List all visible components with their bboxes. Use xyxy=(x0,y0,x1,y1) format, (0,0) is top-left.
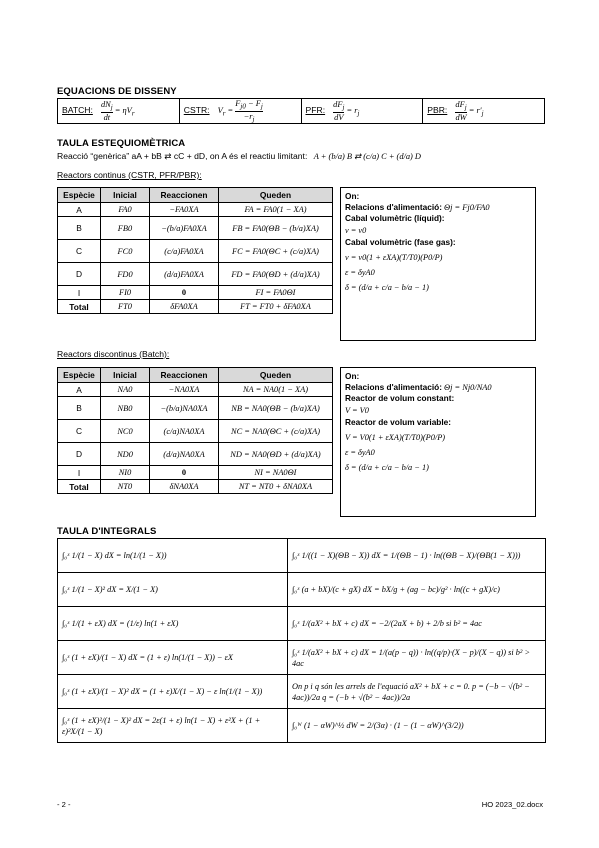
integral-cell: ∫₀ˣ 1/(aX² + bX + c) dX = −2/(2aX + b) + 2/b si b² = 4ac xyxy=(288,607,546,641)
table-row: B FB0 −(b/a)FA0XA FB = FA0(ΘB − (b/a)XA) xyxy=(58,217,333,240)
design-eq-pbr: PBR: $dF_j$ dW = $r'_j$ xyxy=(423,99,545,124)
table-row: C FC0 (c/a)FA0XA FC = FA0(ΘC + (c/a)XA) xyxy=(58,240,333,263)
table-row: A NA0 −NA0XA NA = NA0(1 − XA) xyxy=(58,383,333,397)
discontinuous-notes-box: On: Relacions d'alimentació: Θj = Nj0/NA0 Reactor de volum constant: V = V0 Reactor de volum variable: V = V0(1 + εXA)(T/T0)(P0/P) ε = δyA0 δ = (d/a + c/a − b/a − 1) xyxy=(340,367,536,517)
table-row xyxy=(58,539,546,573)
stoich-title: TAULA ESTEQUIOMÈTRICA xyxy=(57,138,186,149)
continuous-table xyxy=(57,187,333,314)
table-row: C NC0 (c/a)NA0XA NC = NA0(ΘC + (c/a)XA) xyxy=(58,420,333,443)
table-row: Total FT0 δFA0XA FT = FT0 + δFA0XA xyxy=(58,300,333,314)
page-number: - 2 - xyxy=(57,800,71,809)
reaction-line xyxy=(57,151,421,162)
design-eq-pfr: PFR: $dF_j$ dV = $r_j$ xyxy=(301,99,423,124)
table-row: D ND0 (d/a)NA0XA ND = NA0(ΘD + (d/a)XA) xyxy=(58,443,333,466)
table-row xyxy=(58,607,546,641)
table-row: A FA0 −FA0XA FA = FA0(1 − XA) xyxy=(58,203,333,217)
design-eq-label: PFR: xyxy=(305,105,326,116)
design-equations-title: EQUACIONS DE DISSENY xyxy=(57,86,177,97)
reaction-equation: A + (b/a) B ⇄ (c/a) C + (d/a) D xyxy=(313,152,421,161)
integral-cell: ∫₀ˣ (a + bX)/(c + gX) dX = bX/g + (ag − bc)/g² · ln((c + gX)/c) xyxy=(288,573,546,607)
table-row: Total NT0 δNA0XA NT = NT0 + δNA0XA xyxy=(58,480,333,494)
table-row: I NI0 0 NI = NA0ΘI xyxy=(58,466,333,480)
table-row xyxy=(58,675,546,709)
table-row: D FD0 (d/a)FA0XA FD = FA0(ΘD + (d/a)XA) xyxy=(58,263,333,286)
integral-cell: ∫₀ˣ (1 + εX)²/(1 − X)² dX = 2ε(1 + ε) ln(1 − X) + ε²X + (1 + ε)²X/(1 − X) xyxy=(58,709,288,743)
integral-cell: ∫₀ˣ 1/(1 − X) dX = ln(1/(1 − X)) xyxy=(58,539,288,573)
integral-cell: ∫₀ˣ (1 + εX)/(1 − X) dX = (1 + ε) ln(1/(1 − X)) − εX xyxy=(58,641,288,675)
design-eq-label: PBR: xyxy=(427,105,448,116)
table-header: Espècie Inicial Reaccionen Queden xyxy=(58,368,333,383)
integral-cell: ∫₀ᵂ (1 − αW)^½ dW = 2/(3α) · (1 − (1 − αW)^(3/2)) xyxy=(288,709,546,743)
table-row xyxy=(58,709,546,743)
integrals-title: TAULA D'INTEGRALS xyxy=(57,526,157,537)
integral-cell: ∫₀ˣ 1/(1 − X)² dX = X/(1 − X) xyxy=(58,573,288,607)
design-equations-table xyxy=(57,98,545,124)
table-row: I FI0 0 FI = FA0ΘI xyxy=(58,286,333,300)
continuous-title: Reactors continus (CSTR, PFR/PBR): xyxy=(57,170,202,180)
continuous-notes-box: On: Relacions d'alimentació: Θj = Fj0/FA0 Cabal volumètric (líquid): v = v0 Cabal volumètric (fase gas): v = v0(1 + εXA)(T/T0)(P0/P) ε = δyA0 δ = (d/a + c/a − b/a − 1) xyxy=(340,187,536,341)
table-row xyxy=(58,641,546,675)
design-eq-batch: BATCH: $dN_j$ dt = $\eta V_r$ xyxy=(58,99,180,124)
reaction-text: Reacció “genèrica” aA + bB ⇄ cC + dD, on A és el reactiu limitant: xyxy=(57,151,308,161)
integrals-table xyxy=(57,538,546,743)
table-header: Espècie Inicial Reaccionen Queden xyxy=(58,188,333,203)
discontinuous-table xyxy=(57,367,333,494)
design-eq-label: BATCH: xyxy=(62,105,93,116)
design-eq-label: CSTR: xyxy=(183,105,210,116)
design-eq-cstr: CSTR: $V_r$ = $\frac{F_{j0} - F_j}{-r_j}$ xyxy=(179,99,301,124)
table-row: B NB0 −(b/a)NA0XA NB = NA0(ΘB − (b/a)XA) xyxy=(58,397,333,420)
integral-cell: ∫₀ˣ 1/(aX² + bX + c) dX = 1/(a(p − q)) · ln((q/p)·(X − p)/(X − q)) si b² > 4ac xyxy=(288,641,546,675)
table-row xyxy=(58,573,546,607)
integral-cell: ∫₀ˣ (1 + εX)/(1 − X)² dX = (1 + ε)X/(1 − X) − ε ln(1/(1 − X)) xyxy=(58,675,288,709)
integral-cell: On p i q són les arrels de l'equació aX² + bX + c = 0. p = (−b − √(b² − 4ac))/2a q = (−b + √(b² − 4ac))/2a xyxy=(288,675,546,709)
integral-cell: ∫₀ˣ 1/((1 − X)(ΘB − X)) dX = 1/(ΘB − 1) · ln((ΘB − X)/(ΘB(1 − X))) xyxy=(288,539,546,573)
discontinuous-title: Reactors discontinus (Batch): xyxy=(57,349,170,359)
integral-cell: ∫₀ˣ 1/(1 + εX) dX = (1/ε) ln(1 + εX) xyxy=(58,607,288,641)
file-name: HO 2023_02.docx xyxy=(481,800,543,809)
